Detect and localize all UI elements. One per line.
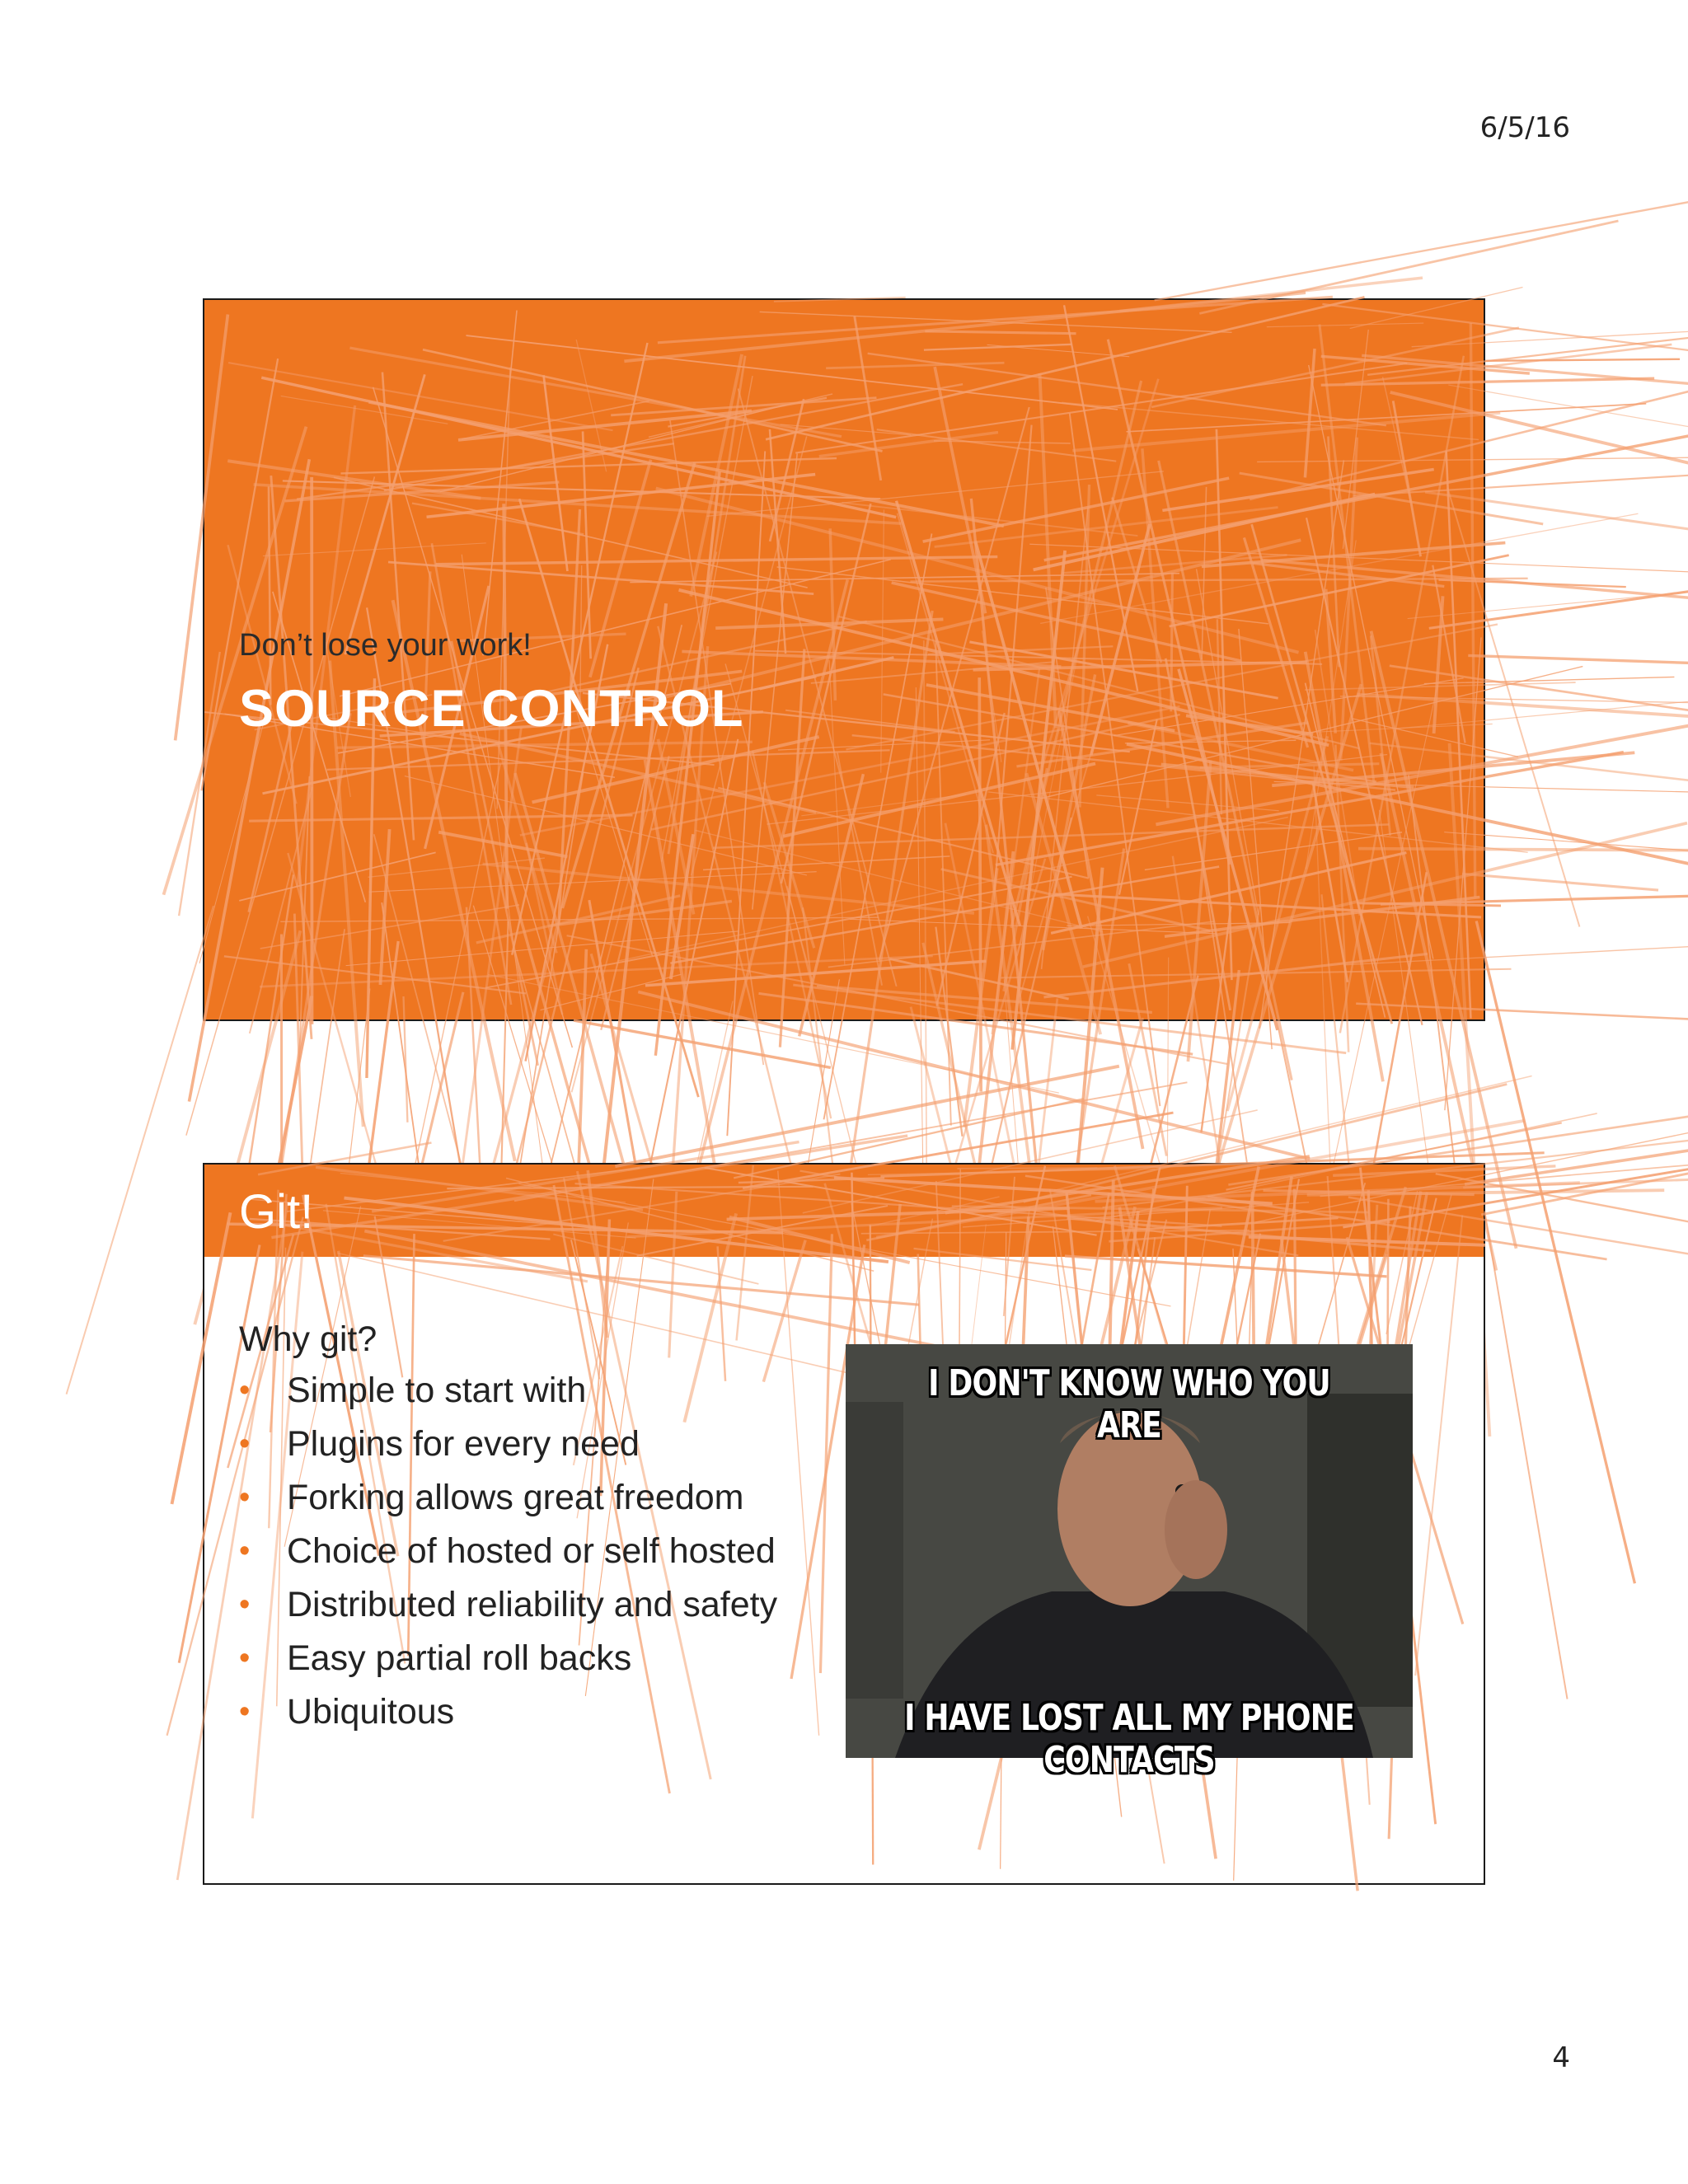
pattern-line [1240,473,1543,524]
pattern-line [935,927,962,1137]
pattern-line [1350,287,1523,328]
pattern-line [1484,1212,1567,1699]
page-number: 4 [1552,2041,1570,2074]
pattern-line [934,441,1071,443]
pattern-line [488,974,1059,1093]
pattern-line [1145,832,1402,870]
pattern-line [1083,823,1687,967]
pattern-line [1267,323,1423,327]
pattern-line [1448,385,1688,462]
pattern-line [239,852,435,901]
pattern-line [363,1256,919,1305]
pattern-line [483,311,517,656]
bullet-icon: • [239,1534,251,1568]
pattern-line [458,410,752,439]
pattern-line [1415,1215,1462,1675]
pattern-line [1305,349,1315,477]
pattern-line [1001,969,1511,978]
pattern-line [67,906,213,1394]
pattern-line [925,331,1076,334]
bullet-icon: • [239,1373,251,1408]
pattern-line [382,373,414,841]
pattern-line [1485,359,1680,361]
list-item: • Distributed reliability and safety [239,1582,832,1627]
list-item: • Ubiquitous [239,1690,832,1734]
pattern-line [959,1169,960,1348]
pattern-line [388,562,814,594]
pattern-line [1434,596,1443,733]
pattern-line [189,459,309,1101]
pattern-line [1470,323,1475,897]
pattern-line [1462,874,1658,890]
slide-title: SOURCE CONTROL [239,680,744,738]
pattern-line [1202,487,1206,659]
pattern-line [179,652,220,916]
pattern-line [574,1020,831,1067]
pattern-line [760,312,1232,332]
pattern-line [774,298,906,302]
slide-title: Git! [239,1185,314,1239]
intro-text: Why git? [239,1319,377,1359]
bullet-icon: • [239,1427,251,1461]
pattern-line [1341,438,1357,761]
list-item: • Choice of hosted or self hosted [239,1529,832,1573]
pattern-line [770,429,785,654]
pattern-line [868,1169,1156,1174]
pattern-line [224,956,526,993]
pattern-line [658,297,1333,343]
pattern-line [1409,776,1456,1176]
pattern-line [1188,761,1210,1062]
pattern-line [1162,470,1433,511]
pattern-line [1199,221,1618,313]
pattern-line [1039,373,1056,729]
pattern-line [957,1168,1097,1169]
pattern-line [1259,460,1343,1029]
slide-subtitle: Don’t lose your work! [239,628,532,663]
page-date: 6/5/16 [1479,111,1570,144]
pattern-line [881,509,884,772]
pattern-line [544,375,568,571]
pattern-line [1357,903,1501,906]
bullet-list [239,1368,832,1734]
pattern-line [1356,1004,1688,1021]
pattern-line [176,315,228,741]
pattern-line [1438,580,1625,588]
pattern-line [1390,392,1688,519]
bullet-icon: • [239,1641,251,1675]
pattern-line [1127,404,1647,432]
scribble-pattern [204,1165,1487,1257]
meme-image [846,1344,1413,1781]
bullet-icon: • [239,1694,251,1729]
pattern-line [1217,619,1221,814]
meme-bottom-caption: I HAVE LOST ALL MY PHONE CONTACTS [904,1697,1354,1781]
pattern-line [532,737,819,802]
pattern-line [979,677,981,1091]
pattern-line [171,1212,230,1504]
list-item: • Easy partial roll backs [239,1636,832,1680]
pattern-line [799,774,864,1036]
title-band [204,1165,1484,1257]
pattern-line [988,792,1528,852]
list-item: • Forking allows great freedom [239,1475,832,1520]
pattern-line [877,429,1117,461]
pattern-line [924,344,1072,350]
pattern-line [287,1168,640,1212]
pattern-line [1393,401,1420,556]
pattern-line [1155,185,1688,300]
pattern-line [199,724,263,963]
list-item: • Simple to start with [239,1368,832,1413]
pattern-line [1333,1166,1555,1175]
bullet-icon: • [239,1587,251,1622]
pattern-line [1201,907,1231,1132]
pattern-line [1120,278,1423,311]
slide-git [203,1163,1485,1885]
pattern-line [340,458,837,473]
pattern-line [438,832,567,857]
slide-body [239,1319,832,1743]
slide-source-control [203,298,1485,1021]
pattern-line [829,660,845,965]
list-item: • Plugins for every need [239,1422,832,1466]
pattern-line [1171,573,1173,712]
meme-top-caption: I DON'T KNOW WHO YOU ARE [928,1362,1330,1446]
pattern-line [826,363,1004,368]
pattern-line [440,405,786,491]
pattern-line [987,344,1130,356]
bullet-icon: • [239,1480,251,1515]
